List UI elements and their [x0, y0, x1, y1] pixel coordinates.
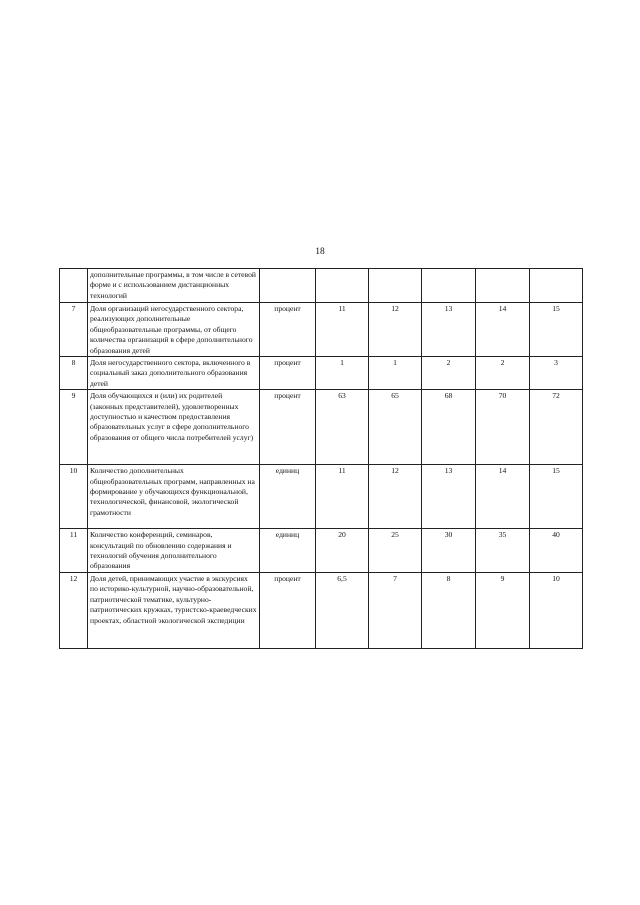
value-cell: 11 — [316, 465, 369, 529]
value-cell: 14 — [476, 303, 530, 357]
value-cell: 10 — [530, 572, 583, 648]
value-cell: 13 — [422, 465, 476, 529]
table-row — [60, 390, 583, 465]
unit-cell: единиц — [260, 529, 316, 573]
value-cell: 13 — [422, 303, 476, 357]
row-number: 10 — [60, 465, 88, 529]
value-cell: 3 — [530, 357, 583, 390]
value-cell: 15 — [530, 465, 583, 529]
value-cell: 35 — [476, 529, 530, 573]
value-cell: 12 — [369, 465, 422, 529]
indicator-name: Доля детей, принимающих участие в экскурсиях по историко-культурной, научно-образовательной, патриотической тематике, культурно-патриотических кружках, туристско-краеведческих проектах, областной экологической экспедиции — [88, 572, 260, 648]
value-cell: 6,5 — [316, 572, 369, 648]
value-cell: 20 — [316, 529, 369, 573]
value-cell: 15 — [530, 303, 583, 357]
page-number: 18 — [315, 247, 325, 257]
row-number: 12 — [60, 572, 88, 648]
table-row — [60, 529, 583, 573]
unit-cell — [260, 269, 316, 303]
row-number: 11 — [60, 529, 88, 573]
indicator-name: Количество дополнительных общеобразовательных программ, направленных на формирование у обучающихся функциональной, технологической, финансовой, экологической грамотности — [88, 465, 260, 529]
indicator-name: Доля негосударственного сектора, включенного в социальный заказ дополнительного образования детей — [88, 357, 260, 390]
value-cell: 8 — [422, 572, 476, 648]
table-row — [60, 303, 583, 357]
indicator-name: Доля обучающихся и (или) их родителей (законных представителей), удовлетворенных доступностью и качеством предоставления образовательных услуг в сфере дополнительного образования от общего числа потребителей услуг) — [88, 390, 260, 465]
row-number: 9 — [60, 390, 88, 465]
value-cell: 68 — [422, 390, 476, 465]
value-cell: 70 — [476, 390, 530, 465]
value-cell: 40 — [530, 529, 583, 573]
value-cell: 72 — [530, 390, 583, 465]
value-cell: 11 — [316, 303, 369, 357]
value-cell: 12 — [369, 303, 422, 357]
value-cell — [369, 269, 422, 303]
value-cell: 14 — [476, 465, 530, 529]
row-number: 8 — [60, 357, 88, 390]
value-cell — [316, 269, 369, 303]
value-cell: 25 — [369, 529, 422, 573]
table-row — [60, 269, 583, 303]
unit-cell: процент — [260, 357, 316, 390]
table-row — [60, 572, 583, 648]
value-cell — [476, 269, 530, 303]
value-cell: 30 — [422, 529, 476, 573]
row-number: 7 — [60, 303, 88, 357]
unit-cell: единиц — [260, 465, 316, 529]
value-cell: 2 — [476, 357, 530, 390]
value-cell — [530, 269, 583, 303]
unit-cell: процент — [260, 572, 316, 648]
value-cell: 65 — [369, 390, 422, 465]
table-row — [60, 357, 583, 390]
unit-cell: процент — [260, 390, 316, 465]
indicator-name: дополнительные программы, в том числе в сетевой форме и с использованием дистанционных технологий — [88, 269, 260, 303]
value-cell: 1 — [369, 357, 422, 390]
value-cell: 1 — [316, 357, 369, 390]
value-cell: 63 — [316, 390, 369, 465]
indicator-name: Доля организаций негосударственного сектора, реализующих дополнительные общеобразовательные программы, от общего количества организаций в сфере дополнительного образования детей — [88, 303, 260, 357]
indicator-name: Количество конференций, семинаров, консультаций по обновлению содержания и технологий обучения дополнительного образования — [88, 529, 260, 573]
table-row — [60, 465, 583, 529]
value-cell — [422, 269, 476, 303]
value-cell: 9 — [476, 572, 530, 648]
unit-cell: процент — [260, 303, 316, 357]
value-cell: 7 — [369, 572, 422, 648]
value-cell: 2 — [422, 357, 476, 390]
indicators-table — [59, 268, 583, 649]
row-number — [60, 269, 88, 303]
